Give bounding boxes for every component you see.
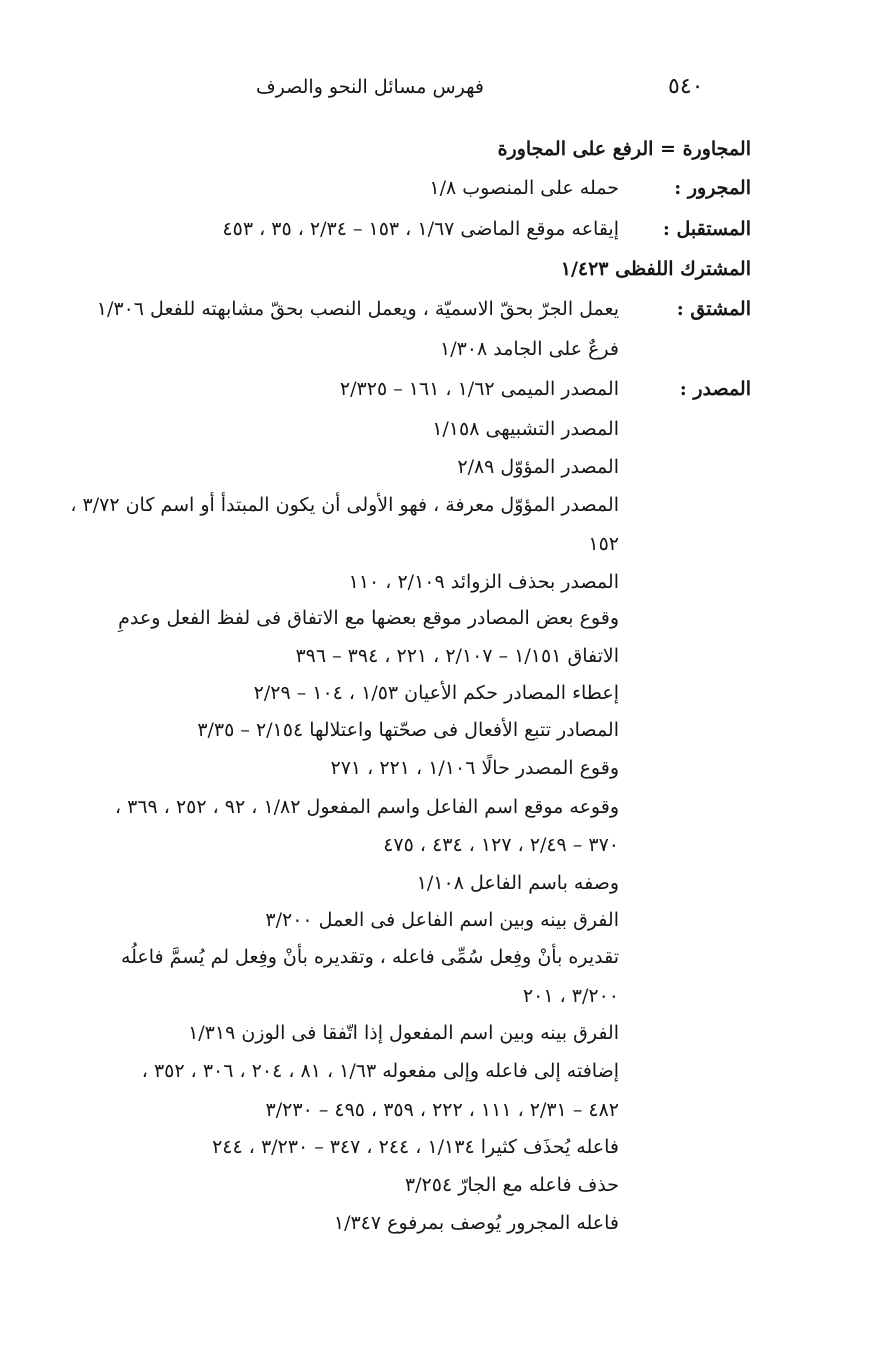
masdar-line: الاتفاق ١/١٥١ – ٢/١٠٧ ، ٢٢١ ، ٣٩٤ – ٣٩٦	[295, 645, 619, 667]
entry-masdar-term: المصدر :	[679, 378, 751, 400]
entry-mushtarak: المشترك اللفظى ١/٤٢٣	[560, 258, 751, 280]
entry-mushtaq-line: فرعٌ على الجامد ١/٣٠٨	[440, 338, 619, 360]
masdar-line: ٣/٢٠٠ ، ٢٠١	[522, 985, 619, 1007]
masdar-line: وصفه باسم الفاعل ١/١٠٨	[416, 872, 619, 894]
entry-mushtaq-term: المشتق :	[676, 298, 751, 320]
page-number: ٥٤٠	[668, 74, 704, 99]
masdar-line: الفرق بينه وبين اسم الفاعل فى العمل ٣/٢٠٠	[265, 909, 619, 931]
masdar-line: ١٥٢	[588, 533, 619, 555]
masdar-line: ٣٧٠ – ٢/٤٩ ، ١٢٧ ، ٤٣٤ ، ٤٧٥	[383, 834, 619, 856]
masdar-line: ٤٨٢ – ٢/٣١ ، ١١١ ، ٢٢٢ ، ٣٥٩ ، ٤٩٥ – ٣/٢٣٠	[265, 1099, 619, 1121]
masdar-line: وقوعه موقع اسم الفاعل واسم المفعول ١/٨٢ ، ٩٢ ، ٢٥٢ ، ٣٦٩ ،	[114, 796, 619, 818]
masdar-line: الفرق بينه وبين اسم المفعول إذا اتّفقا فى الوزن ١/٣١٩	[188, 1022, 619, 1044]
masdar-line: المصدر المؤوّل معرفة ، فهو الأولى أن يكون المبتدأ أو اسم كان ٣/٧٢ ،	[70, 494, 619, 516]
entry-mustaqbal-line: إيقاعه موقع الماضى ١/٦٧ ، ١٥٣ – ٢/٣٤ ، ٣٥ ، ٤٥٣	[222, 218, 619, 240]
entry-majrur-line: حمله على المنصوب ١/٨	[429, 177, 619, 199]
masdar-line: إضافته إلى فاعله وإلى مفعوله ١/٦٣ ، ٨١ ، ٢٠٤ ، ٣٠٦ ، ٣٥٢ ،	[141, 1060, 619, 1082]
masdar-line: إعطاء المصادر حكم الأعيان ١/٥٣ ، ١٠٤ – ٢/٢٩	[253, 682, 619, 704]
entry-mustaqbal-term: المستقبل :	[662, 218, 751, 240]
masdar-line: فاعله يُحذَف كثيرا ١/١٣٤ ، ٢٤٤ ، ٣٤٧ – ٣/٢٣٠ ، ٢٤٤	[212, 1136, 619, 1158]
entry-majrur-term: المجرور :	[674, 177, 751, 199]
masdar-line: تقديره بأنْ وفِعل سُمِّى فاعله ، وتقديره بأنْ وفِعل لم يُسمَّ فاعلُه	[120, 946, 619, 968]
running-header-title: فهرس مسائل النحو والصرف	[255, 76, 484, 98]
masdar-line: المصدر المؤوّل ٢/٨٩	[457, 456, 619, 478]
masdar-line: المصدر الميمى ١/٦٢ ، ١٦١ – ٢/٣٢٥	[339, 378, 619, 400]
masdar-line: وقوع بعض المصادر موقع بعضها مع الاتفاق فى لفظ الفعل وعدمِ	[118, 607, 619, 629]
masdar-line: فاعله المجرور يُوصف بمرفوع ١/٣٤٧	[333, 1212, 619, 1234]
masdar-line: المصدر التشبيهى ١/١٥٨	[432, 418, 619, 440]
entry-mushtaq-line: يعمل الجرّ بحقّ الاسميّة ، ويعمل النصب بحقّ مشابهته للفعل ١/٣٠٦	[96, 298, 619, 320]
masdar-line: المصدر بحذف الزوائد ٢/١٠٩ ، ١١٠	[348, 571, 619, 593]
masdar-line: المصادر تتبع الأفعال فى صحّتها واعتلالها ٢/١٥٤ – ٣/٣٥	[197, 719, 619, 741]
masdar-line: وقوع المصدر حالًا ١/١٠٦ ، ٢٢١ ، ٢٧١	[330, 757, 619, 779]
entry-mujawara: المجاورة = الرفع على المجاورة	[497, 138, 751, 160]
masdar-line: حذف فاعله مع الجارّ ٣/٢٥٤	[404, 1174, 619, 1196]
